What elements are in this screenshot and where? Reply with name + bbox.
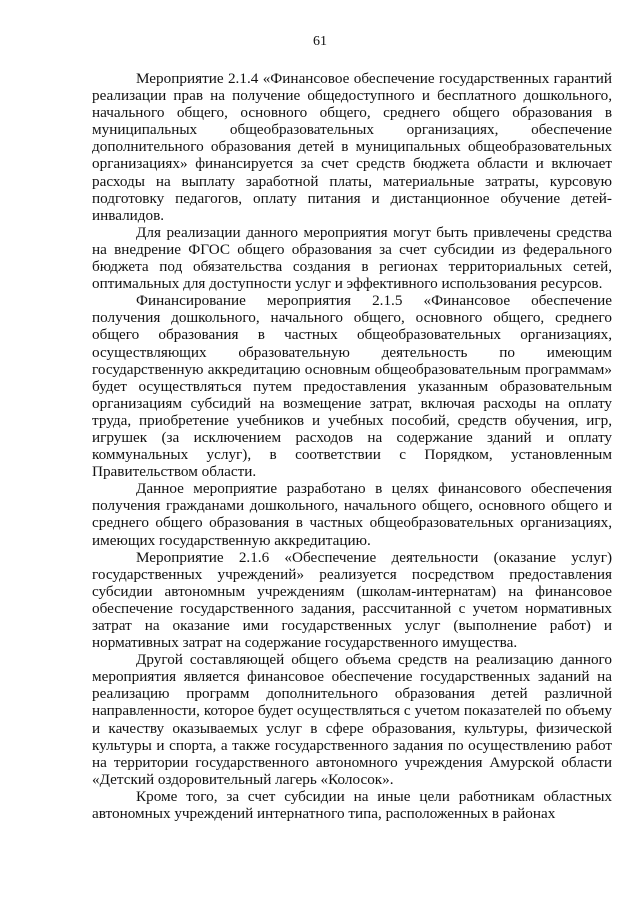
- paragraph-fgos-funding: Для реализации данного мероприятия могут быть привлечены средства на внедрение ФГОС общего образования за счет субсидии из федерального бюджета под обязательства создания в регионах территориальных сетей, оптимальных для доступности услуг и эффективного использования ресурсов.: [92, 223, 612, 293]
- paragraph-measure-2-1-6: Мероприятие 2.1.6 «Обеспечение деятельности (оказание услуг) государственных учреждений» реализуется посредством предоставления субсидии автономным учреждениям (школам-интернатам) на финансовое обеспечение государственного задания, рассчитанной с учетом нормативных затрат на оказание ими государственных услуг (выполнение работ) и нормативных затрат на содержание государственного имущества.: [92, 548, 612, 652]
- paragraph-additional-funding: Другой составляющей общего объема средств на реализацию данного мероприятия является финансовое обеспечение государственных заданий на реализацию программ дополнительного образования детей различной направленности, которое будет осуществляться с учетом показателей по объему и качеству оказываемых услуг в сфере образования, культуры, физической культуры и спорта, а также государственного задания по осуществлению работ на территории государственного автономного учреждения Амурской области «Детский оздоровительный лагерь «Колосок».: [92, 651, 612, 788]
- page-number: 61: [313, 34, 327, 49]
- paragraph-measure-2-1-5: Финансирование мероприятия 2.1.5 «Финансовое обеспечение получения дошкольного, начального общего, основного общего, среднего общего образования в частных общеобразовательных организациях, осуществляющих образовательную деятельность по имеющим государственную аккредитацию основным общеобразовательным программам» будет осуществляться путем предоставления указанным образовательным организациям субсидий на возмещение затрат, включая расходы на оплату труда, приобретение учебников и учебных пособий, средств обучения, игр, игрушек (за исключением расходов на содержание зданий и оплату коммунальных услуг), в соответствии с Порядком, установленным Правительством области.: [92, 292, 612, 481]
- paragraph-measure-purpose: Данное мероприятие разработано в целях финансового обеспечения получения гражданами дошкольного, начального общего, основного общего и среднего общего образования в частных общеобразовательных организациях, имеющих государственную аккредитацию.: [92, 480, 612, 549]
- paragraph-subsidy-workers: Кроме того, за счет субсидии на иные цели работникам областных автономных учреждений интернатного типа, расположенных в районах: [92, 787, 612, 823]
- document-body: [92, 70, 612, 822]
- paragraph-measure-2-1-4: Мероприятие 2.1.4 «Финансовое обеспечение государственных гарантий реализации прав на получение общедоступного и бесплатного дошкольного, начального общего, основного общего, среднего общего образования в муниципальных общеобразовательных организациях, обеспечение дополнительного образования детей в муниципальных общеобразовательных организациях» финансируется за счет средств бюджета области и включает расходы на выплату заработной платы, материальные затраты, курсовую подготовку педагогов, оплату питания и дистанционное обучение детей-инвалидов.: [92, 70, 612, 224]
